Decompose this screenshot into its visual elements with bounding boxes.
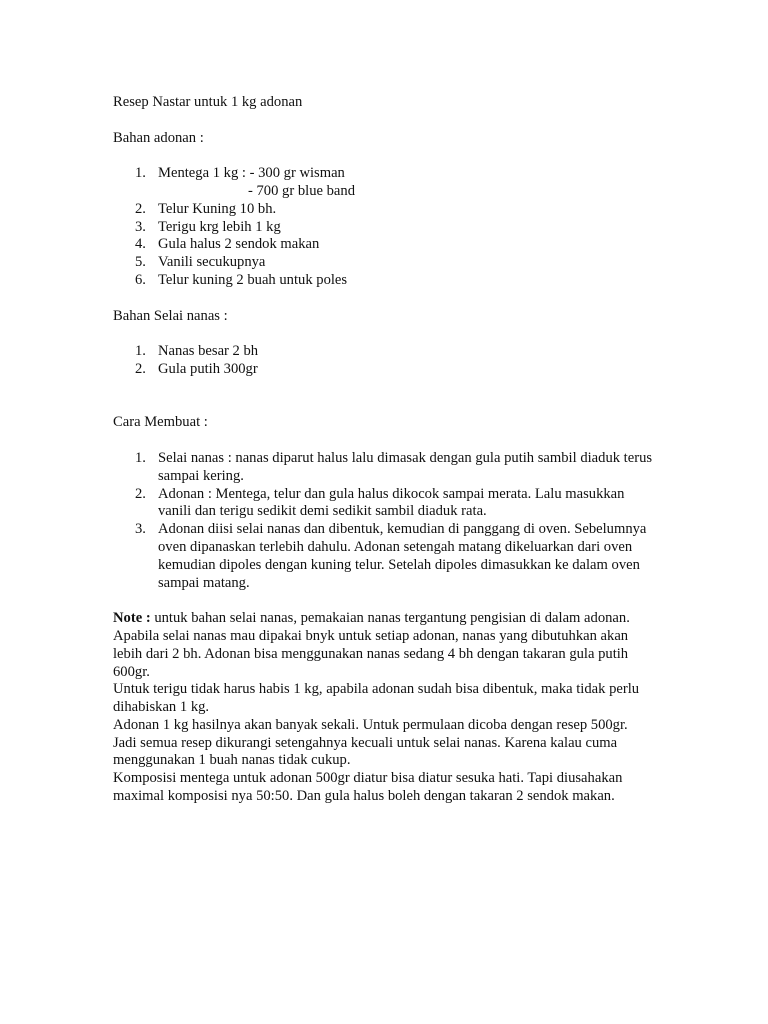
list-item [113,254,653,272]
document-page [113,94,653,806]
list-item-text: Adonan diisi selai nanas dan dibentuk, kemudian di panggang di oven. Sebelumnya oven dipanaskan terlebih dahulu. Adonan setengah matang dikeluarkan dari oven kemudian dipoles dengan kuning telur. Setelah dipoles dimasukkan ke dalam oven sampai matang. [158,521,647,591]
list-number: 1. [135,165,146,182]
list-number: 5. [135,254,146,271]
note-paragraph-terigu: Untuk terigu tidak harus habis 1 kg, apabila adonan sudah bisa dibentuk, maka tidak perlu dihabiskan 1 kg. [113,681,640,716]
list-number: 2. [135,200,146,217]
note-label: Note : [113,610,151,627]
list-item-text: Mentega 1 kg : - 300 gr wisman [158,165,345,182]
list-item [113,343,653,361]
list-number: 6. [135,271,146,288]
list-item-text: Gula putih 300gr [158,360,258,377]
list-number: 1. [135,343,146,360]
list-item [113,521,653,592]
list-item [113,486,653,522]
list-item-subline: - 700 gr blue band [248,182,355,199]
list-item [113,361,653,379]
note-paragraph [113,610,653,681]
list-item [113,236,653,254]
list-item-text: Telur Kuning 10 bh. [158,200,277,217]
list-item-text: Gula halus 2 sendok makan [158,236,320,253]
list-item-text: Telur kuning 2 buah untuk poles [158,271,348,288]
list-item-text: Nanas besar 2 bh [158,343,259,360]
cara-membuat-list [113,450,653,592]
list-item [113,165,653,201]
note-text: untuk bahan selai nanas, pemakaian nanas tergantung pengisian di dalam adonan. Apabila selai nanas mau dipakai bnyk untuk setiap adonan, nanas yang dibutuhkan akan lebih dari 2 bh. Adonan bisa menggunakan nanas sedang 4 bh dengan takaran gula putih 600gr. [113,610,630,680]
list-number: 4. [135,236,146,253]
list-item [113,201,653,219]
list-item-text: Adonan : Mentega, telur dan gula halus dikocok sampai merata. Lalu masukkan vanili dan terigu sedikit demi sedikit sambil diaduk rata. [158,485,625,520]
list-number: 1. [135,449,146,466]
bahan-adonan-list [113,165,653,290]
bahan-selai-heading: Bahan Selai nanas : [113,307,228,324]
note-paragraph-komposisi: Komposisi mentega untuk adonan 500gr diatur bisa diatur sesuka hati. Tapi diusahakan maximal komposisi nya 50:50. Dan gula halus boleh dengan takaran 2 sendok makan. [113,770,623,805]
bahan-adonan-heading: Bahan adonan : [113,129,204,146]
bahan-selai-list [113,343,653,379]
list-item [113,219,653,237]
cara-membuat-heading: Cara Membuat : [113,414,208,431]
list-number: 3. [135,218,146,235]
list-number: 3. [135,521,146,538]
list-item-text: Terigu krg lebih 1 kg [158,218,281,235]
list-number: 2. [135,485,146,502]
note-paragraph-adonan: Adonan 1 kg hasilnya akan banyak sekali. Untuk permulaan dicoba dengan resep 500gr. Jadi semua resep dikurangi setengahnya kecuali untuk selai nanas. Karena kalau cuma menggunakan 1 buah nanas tidak cukup. [113,716,628,769]
list-number: 2. [135,360,146,377]
list-item [113,450,653,486]
list-item-text: Vanili secukupnya [158,254,266,271]
document-title: Resep Nastar untuk 1 kg adonan [113,94,303,110]
list-item [113,272,653,290]
list-item-text: Selai nanas : nanas diparut halus lalu dimasak dengan gula putih sambil diaduk terus sampai kering. [158,449,653,484]
